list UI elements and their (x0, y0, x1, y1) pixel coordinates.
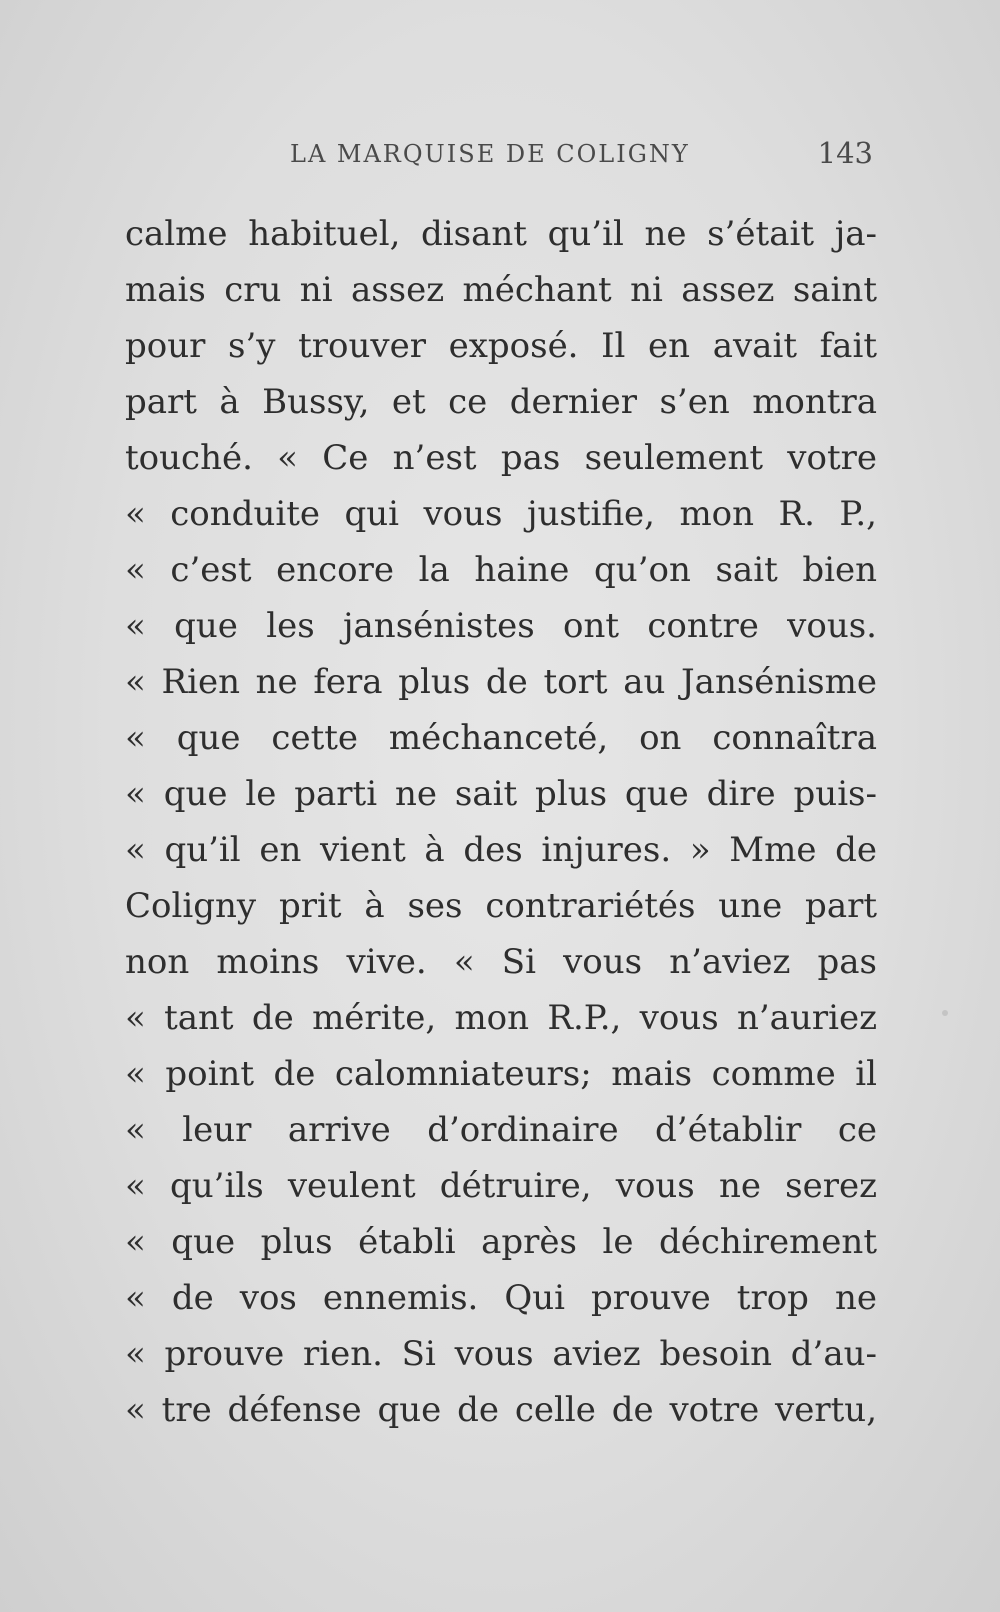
text-line: Coligny prit à ses contrariétés une part (125, 886, 877, 926)
text-line: « qu’ils veulent détruire, vous ne serez (125, 1166, 877, 1206)
text-line: mais cru ni assez méchant ni assez saint (125, 270, 877, 310)
text-line: « que les jansénistes ont contre vous. (125, 606, 877, 646)
text-line: « conduite qui vous justifie, mon R. P., (125, 494, 877, 534)
text-line: calme habituel, disant qu’il ne s’était ja- (125, 214, 877, 254)
text-line: « que le parti ne sait plus que dire puis- (125, 774, 877, 814)
text-line: touché. « Ce n’est pas seulement votre (125, 438, 877, 478)
text-line: pour s’y trouver exposé. Il en avait fait (125, 326, 877, 366)
text-line: « tant de mérite, mon R.P., vous n’auriez (125, 998, 877, 1038)
running-title: LA MARQUISE DE COLIGNY (290, 140, 690, 168)
page-number: 143 (817, 136, 873, 170)
text-line: « c’est encore la haine qu’on sait bien (125, 550, 877, 590)
text-line: « point de calomniateurs; mais comme il (125, 1054, 877, 1094)
running-head (125, 136, 877, 176)
text-line: « leur arrive d’ordinaire d’établir ce (125, 1110, 877, 1150)
text-line: « Rien ne fera plus de tort au Jansénisme (125, 662, 877, 702)
text-line: « qu’il en vient à des injures. » Mme de (125, 830, 877, 870)
text-line: « prouve rien. Si vous aviez besoin d’au- (125, 1334, 877, 1374)
text-line: « que cette méchanceté, on connaîtra (125, 718, 877, 758)
paper-speck (942, 1010, 948, 1016)
text-line: part à Bussy, et ce dernier s’en montra (125, 382, 877, 422)
text-line: « de vos ennemis. Qui prouve trop ne (125, 1278, 877, 1318)
text-line: « que plus établi après le déchirement (125, 1222, 877, 1262)
text-line: non moins vive. « Si vous n’aviez pas (125, 942, 877, 982)
body-text (125, 206, 877, 1438)
text-line: « tre défense que de celle de votre vertu, (125, 1390, 877, 1430)
